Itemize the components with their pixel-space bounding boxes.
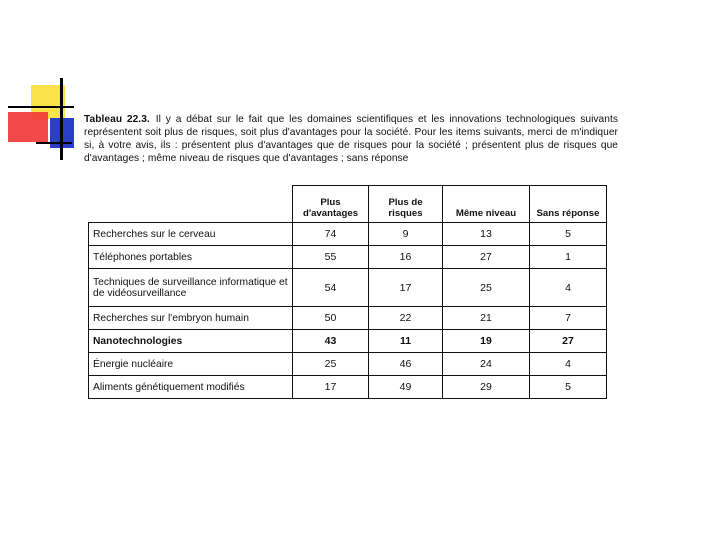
row-label: Énergie nucléaire xyxy=(89,353,293,376)
table-row xyxy=(89,307,607,330)
cell-value: 27 xyxy=(443,246,530,269)
header-meme-niveau: Même niveau xyxy=(443,186,530,223)
cell-value: 22 xyxy=(369,307,443,330)
cell-value: 24 xyxy=(443,353,530,376)
cell-value: 7 xyxy=(530,307,607,330)
scanned-document xyxy=(84,113,618,393)
cell-value: 29 xyxy=(443,376,530,399)
row-label: Aliments génétiquement modifiés xyxy=(89,376,293,399)
cell-value: 5 xyxy=(530,376,607,399)
decorative-horizontal-line xyxy=(8,106,74,108)
header-plus-risques: Plus de risques xyxy=(369,186,443,223)
cell-value: 17 xyxy=(293,376,369,399)
cell-value: 13 xyxy=(443,223,530,246)
table-row xyxy=(89,223,607,246)
cell-value: 46 xyxy=(369,353,443,376)
caption-text: Il y a débat sur le fait que les domaines scientifiques et les innovations technologiques suivants représentent soit plus de risques, soit plus d'avantages pour la société. Pour les items suivants, merci de m'indiquer si, à votre avis, ils : présentent plus d'avantages que de risques pour la société ; présentent plus de risques que d'avantages ; même niveau de risques que d'avantages ; sans réponse xyxy=(84,114,618,164)
row-label: Recherches sur l'embryon humain xyxy=(89,307,293,330)
cell-value: 19 xyxy=(443,330,530,353)
table-row-highlighted xyxy=(89,330,607,353)
cell-value: 1 xyxy=(530,246,607,269)
cell-value: 49 xyxy=(369,376,443,399)
cell-value: 11 xyxy=(369,330,443,353)
header-plus-avantages: Plus d'avantages xyxy=(293,186,369,223)
row-label: Recherches sur le cerveau xyxy=(89,223,293,246)
decorative-red-square xyxy=(8,112,48,142)
header-empty-cell xyxy=(89,186,293,223)
table-caption xyxy=(84,113,618,165)
table-row xyxy=(89,353,607,376)
row-label: Techniques de surveillance informatique et de vidéosurveillance xyxy=(89,269,293,307)
decorative-vertical-line xyxy=(60,78,63,160)
cell-value: 27 xyxy=(530,330,607,353)
table-row xyxy=(89,376,607,399)
cell-value: 16 xyxy=(369,246,443,269)
cell-value: 54 xyxy=(293,269,369,307)
cell-value: 21 xyxy=(443,307,530,330)
decorative-horizontal-line-lower xyxy=(36,142,72,144)
header-sans-reponse: Sans réponse xyxy=(530,186,607,223)
table-row xyxy=(89,269,607,307)
cell-value: 25 xyxy=(443,269,530,307)
table-header-row xyxy=(89,186,607,223)
cell-value: 5 xyxy=(530,223,607,246)
caption-label: Tableau 22.3. xyxy=(84,114,150,125)
survey-table xyxy=(88,185,607,399)
cell-value: 17 xyxy=(369,269,443,307)
cell-value: 74 xyxy=(293,223,369,246)
cell-value: 4 xyxy=(530,269,607,307)
cell-value: 4 xyxy=(530,353,607,376)
row-label: Téléphones portables xyxy=(89,246,293,269)
row-label: Nanotechnologies xyxy=(89,330,293,353)
cell-value: 43 xyxy=(293,330,369,353)
cell-value: 55 xyxy=(293,246,369,269)
cell-value: 9 xyxy=(369,223,443,246)
cell-value: 25 xyxy=(293,353,369,376)
table-row xyxy=(89,246,607,269)
cell-value: 50 xyxy=(293,307,369,330)
